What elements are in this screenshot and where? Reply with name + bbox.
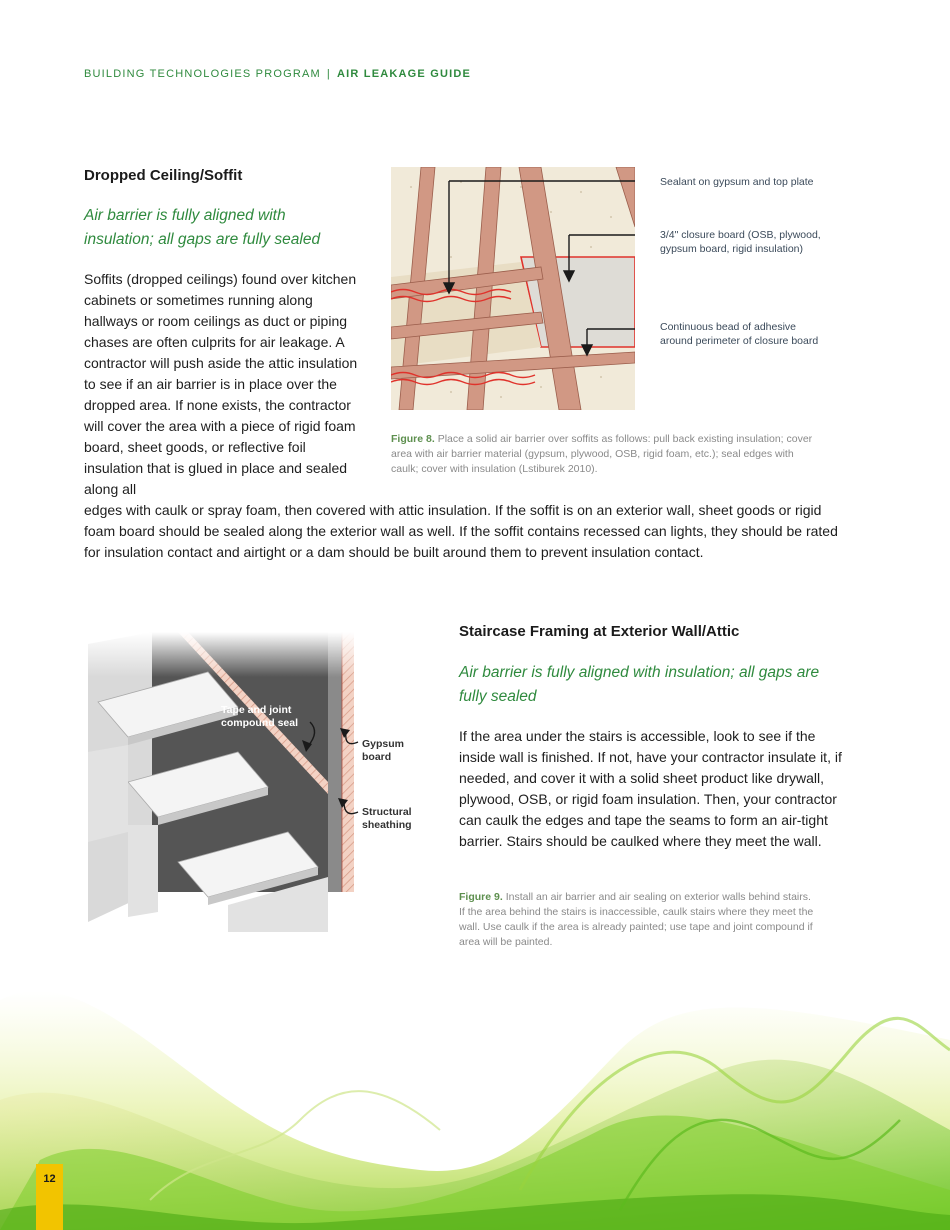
- section-subhead-dropped-ceiling: Air barrier is fully aligned with insulation; all gaps are fully sealed: [84, 207, 321, 248]
- figure-8-caption-text: Place a solid air barrier over soffits as follows: pull back existing insulation; cover area with air barrier material (gypsum, plywood, OSB, rigid foam, etc.); seal edges with caulk; cover with insulation (Lstiburek 2010).: [391, 433, 813, 475]
- green-smoke-background: [0, 960, 950, 1230]
- figure-8-label-closure-board: 3/4" closure board (OSB, plywood, gypsum board, rigid insulation): [660, 229, 821, 255]
- running-header: [84, 68, 471, 80]
- figure-9-label-gypsum-board: Gypsum board: [362, 738, 405, 763]
- body-paragraph-dropped-ceiling-continued: edges with caulk or spray foam, then covered with attic insulation. If the soffit is on an exterior wall, sheet goods or rigid foam board should be sealed along the exterior wall as well. If the soffit contains recessed can lights, they should be rated for insulation contact and airtight or a dam should be built around them to prevent insulation contact.: [84, 502, 838, 560]
- header-separator: |: [326, 68, 331, 80]
- section-title-staircase: Staircase Framing at Exterior Wall/Attic: [459, 623, 740, 640]
- figure-8-caption: [391, 432, 821, 477]
- body-paragraph-dropped-ceiling: Soffits (dropped ceilings) found over kitchen cabinets or sometimes running along hallways or room ceilings as duct or piping chases are often culprits for air leakage. A contractor will push aside the attic insulation to see if an air barrier is in place over the dropped area. If none exists, the contractor will cover the area with a piece of rigid foam board, sheet goods, or reflective foil insulation that is glued in place and sealed along all: [84, 271, 358, 497]
- figure-8-label-sealant: Sealant on gypsum and top plate: [660, 176, 814, 188]
- figure-9-staircase-illustration: [88, 632, 433, 932]
- figure-8-caption-label: Figure 8.: [391, 433, 435, 445]
- page-number: 12: [43, 1173, 56, 1185]
- body-paragraph-staircase: If the area under the stairs is accessible, look to see if the inside wall is finished. If not, have your contractor insulate it, if needed, and cover it with a solid sheet product like drywall, plywood, OSB, or rigid foam insulation. Then, your contractor can caulk the edges and tape the seams to form an air-tight barrier. Stairs should be caulked where they meet the wall.: [459, 728, 842, 849]
- figure-8-label-adhesive: Continuous bead of adhesive around perimeter of closure board: [660, 321, 819, 347]
- program-name: BUILDING TECHNOLOGIES PROGRAM: [84, 68, 321, 80]
- figure-9-caption: [459, 890, 819, 950]
- figure-8-soffit-illustration: [391, 167, 635, 410]
- section-title-dropped-ceiling: Dropped Ceiling/Soffit: [84, 167, 243, 184]
- figure-9-caption-text: Install an air barrier and air sealing on exterior walls behind stairs. If the area behind the stairs is inaccessible, caulk stairs where they meet the wall. Use caulk if the area is already painted; use tape and joint compound if area will be painted.: [459, 891, 814, 948]
- document-title: AIR LEAKAGE GUIDE: [336, 68, 472, 80]
- figure-9-label-structural-sheathing: Structural sheathing: [362, 806, 412, 831]
- figure-9-label-tape-joint: Tape and joint compound seal: [221, 704, 299, 729]
- figure-9-caption-label: Figure 9.: [459, 891, 503, 903]
- section-subhead-staircase: Air barrier is fully aligned with insulation; all gaps are fully sealed: [459, 664, 820, 705]
